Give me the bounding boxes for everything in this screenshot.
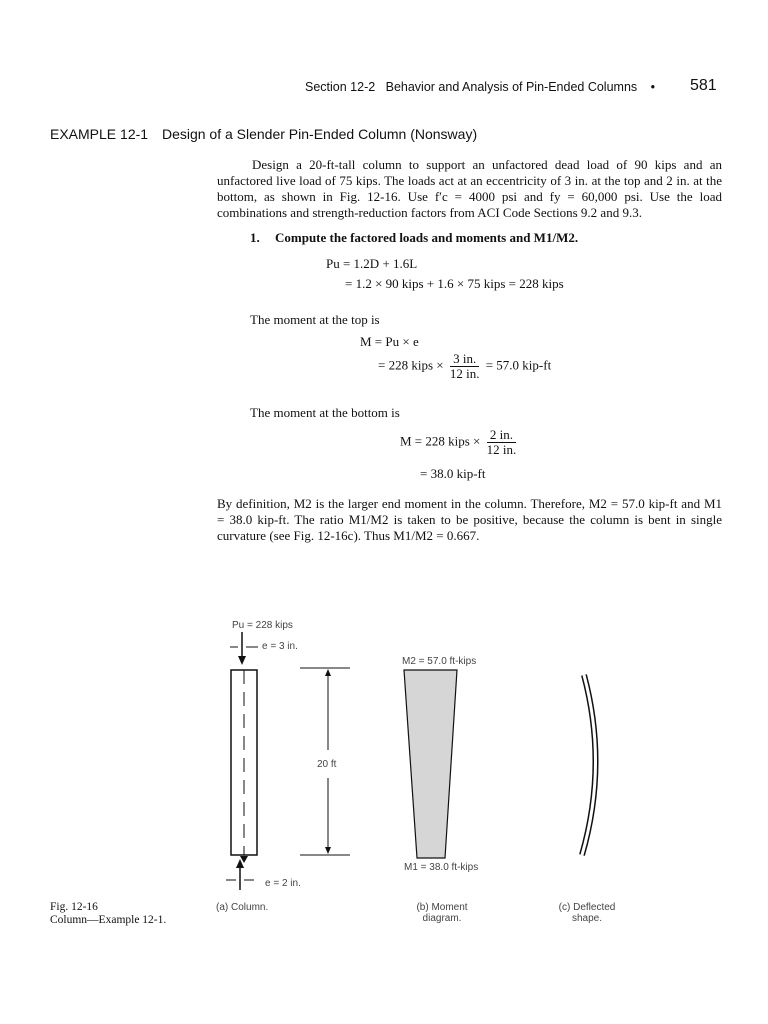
moment-top-denominator: 12 in. (449, 366, 480, 381)
moment-bottom-denominator: 12 in. (486, 442, 517, 457)
moment-diagram (404, 670, 457, 858)
figure-caption (50, 901, 166, 927)
page-number: 581 (690, 77, 717, 94)
step-number: 1. (250, 230, 260, 245)
intro-paragraph: Design a 20-ft-tall column to support an unfactored dead load of 90 kips and an unfactored live load of 75 kips. The loads act at an eccentricity of 3 in. at the top and 2 in. at the bottom, as shown in Fig. 12-16. Use f′c = 4000 psi and fy = 60,000 psi. Use the load combinations and strength-reduction factors from ACI Code Sections 9.2 and 9.3. (217, 157, 722, 220)
pu-calculation: = 1.2 × 90 kips + 1.6 × 75 kips = 228 kips (345, 276, 564, 291)
step-1-heading (250, 230, 578, 246)
example-heading (50, 126, 477, 142)
moment-bottom-lhs: M = 228 kips × (400, 433, 481, 449)
moment-top-numerator: 3 in. (450, 352, 480, 367)
pu-label: Pu = 228 kips (232, 620, 293, 631)
moment-top-intro: The moment at the top is (250, 312, 380, 327)
moment-bottom-numerator: 2 in. (487, 428, 517, 443)
moment-bottom-fraction (487, 428, 517, 457)
moment-top-fraction (450, 352, 480, 381)
dim-arrowhead-bottom (325, 847, 331, 854)
caption-a: (a) Column. (216, 902, 269, 913)
caption-c-line1: (c) Deflected (558, 902, 616, 913)
moment-bottom-result: = 38.0 kip-ft (420, 466, 486, 481)
moment-top-equation (378, 352, 551, 381)
example-label: EXAMPLE 12-1 (50, 126, 149, 142)
moment-top-result: = 57.0 kip-ft (485, 357, 552, 373)
m1-label: M1 = 38.0 ft-kips (404, 862, 479, 873)
moment-bottom-intro: The moment at the bottom is (250, 405, 400, 420)
load-arrowhead-top (238, 656, 246, 665)
running-head (305, 80, 661, 94)
bullet-separator: • (650, 80, 656, 94)
caption-b-line2: diagram. (422, 913, 462, 924)
eccentricity-top-label: e = 3 in. (262, 641, 298, 652)
example-title: Design of a Slender Pin-Ended Column (Nonsway) (161, 126, 478, 142)
moment-top-lhs: = 228 kips × (378, 357, 444, 373)
pu-equation: Pu = 1.2D + 1.6L (326, 256, 418, 271)
m2-label: M2 = 57.0 ft-kips (402, 656, 477, 667)
caption-c-line2: shape. (571, 913, 603, 924)
moment-diagram-shape (404, 670, 457, 858)
section-title: Behavior and Analysis of Pin-Ended Columns (385, 80, 638, 94)
figure-caption-text: Column—Example 12-1. (50, 914, 167, 926)
section-number: Section 12-2 (305, 80, 376, 94)
caption-c (552, 902, 622, 924)
definition-paragraph: By definition, M2 is the larger end moment in the column. Therefore, M2 = 57.0 kip-ft and M1 = 38.0 kip-ft. The ratio M1/M2 is taken to be positive, because the column is bent in single curvature (see Fig. 12-16c). Thus M1/M2 = 0.667. (217, 496, 722, 543)
step-text: Compute the factored loads and moments and M1/M2. (275, 230, 579, 245)
height-dimension-label: 20 ft (317, 759, 337, 770)
caption-b (412, 902, 472, 924)
dim-arrowhead-top (325, 669, 331, 676)
eccentricity-bottom-label: e = 2 in. (265, 878, 301, 889)
moment-definition: M = Pu × e (360, 334, 419, 349)
moment-bottom-equation (400, 428, 519, 457)
figure-12-16 (190, 600, 650, 930)
figure-number: Fig. 12-16 (50, 901, 98, 913)
caption-b-line1: (b) Moment (416, 902, 468, 913)
deflected-shape (582, 675, 596, 855)
